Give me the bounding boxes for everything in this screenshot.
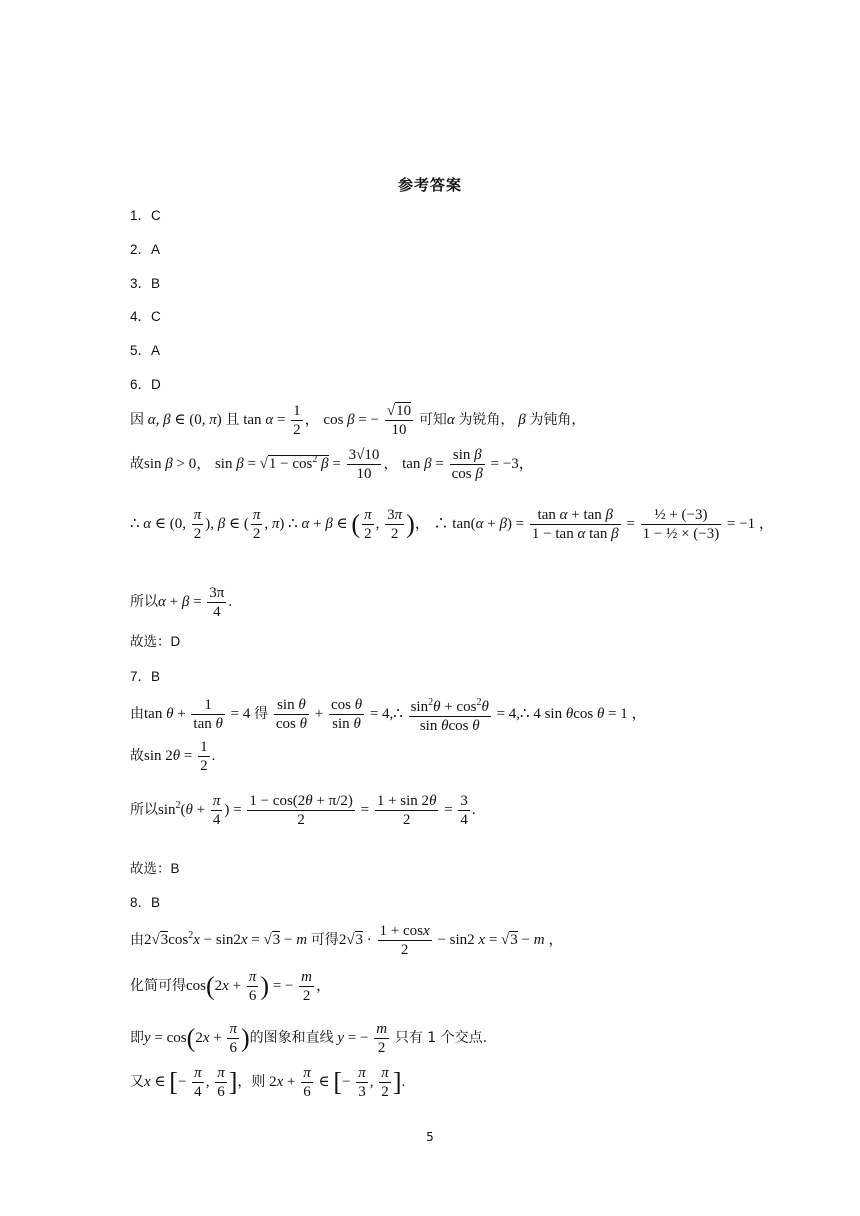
page-title: 参考答案: [397, 176, 462, 194]
q7-choice: 故选：B: [130, 861, 180, 876]
q6-line-4: 所以α + β = $\frac{3\pi}{4}$ .: [130, 585, 233, 620]
q6-choice: 故选：D: [130, 634, 181, 649]
q7-line-1: 由tan θ + $\frac{1}{\text{tan θ}}$ = 4 得 $\frac{\text{sin θ}}{\text{cos θ}}$ + $\frac{\text{cos θ}}{\text{sin θ}}$ = 4,∴ $\frac{\sin^2\theta + \cos^2\theta}{\text{sin θcos θ}}$ = 4,∴ 4 sin θcos θ = 1 ，: [130, 694, 647, 735]
answer-6: 6．D: [130, 377, 161, 392]
q8-line-4: 又x ∈ [− $\frac{\pi}{4}$ , $\frac{\pi}{6}$ ]，则 2x + $\frac{\pi}{6}$ ∈ [− $\frac{\pi}{3}$ , $\frac{\pi}{2}$ ].: [130, 1065, 406, 1100]
q6-line-3: ∴ α ∈ (0, $\frac{\pi}{2}$ ), β ∈ ( $\frac{\pi}{2}$ , π) ∴ α + β ∈ ( $\frac{\pi}{2}$ , $\frac{3\pi}{2}$ )， ∴ tan(α + β) = $\frac{\text{tan α + tan β}}{\text{1 − tan α tan β}}$ = $\frac{\text{½ + (−3)}}{\text{1 − ½ × (−3)}}$ = −1 ，: [130, 507, 774, 542]
answer-1: 1．C: [130, 208, 161, 223]
answer-7: 7．B: [130, 669, 161, 684]
q8-line-2: 化简可得cos(2x + $\frac{\pi}{6}$ ) = − $\frac{m}{2}$ ，: [130, 969, 332, 1004]
q6-line-1: 因 α, β ∈ (0, π) 且 tan α = $\frac{1}{2}$ ， cos β = − $\frac{√10}{10}$ 可知α 为锐角， β 为钝角，: [130, 403, 586, 438]
answer-3: 3．B: [130, 276, 161, 291]
q6-line-2: 故sin β > 0， $\sin \beta = √1 - \cos^2 \beta$ = $\frac{3√10}{10}$ ， tan β = $\frac{\text{sin β}}{\text{cos β}}$ = −3，: [130, 447, 534, 482]
q8-line-1: 由$2√3\cos^2x - \sin 2x = √3 - m$ 可得2√3 · $\frac{1 + \cos x}{2}$ − sin2 x = √3 − m ，: [130, 923, 564, 958]
answer-2: 2．A: [130, 242, 161, 257]
answer-8: 8．B: [130, 895, 161, 910]
q7-line-2: 故sin 2θ = $\frac{1}{2}$ .: [130, 739, 216, 774]
page-number: 5: [426, 1130, 434, 1144]
answer-4: 4．C: [130, 309, 161, 324]
q8-line-3: 即y = cos(2x + $\frac{\pi}{6}$ )的图象和直线 y = − $\frac{m}{2}$ 只有 1 个交点.: [130, 1021, 488, 1056]
q7-line-3: 所以$\sin^2(\theta$ + $\frac{\pi}{4}$ ) = $\frac{1 - \cos(2\theta + \pi/2)}{2}$ = $\frac{1 + \sin 2\theta}{2}$ = $\frac{3}{4}$ .: [130, 793, 476, 828]
answer-5: 5．A: [130, 343, 161, 358]
